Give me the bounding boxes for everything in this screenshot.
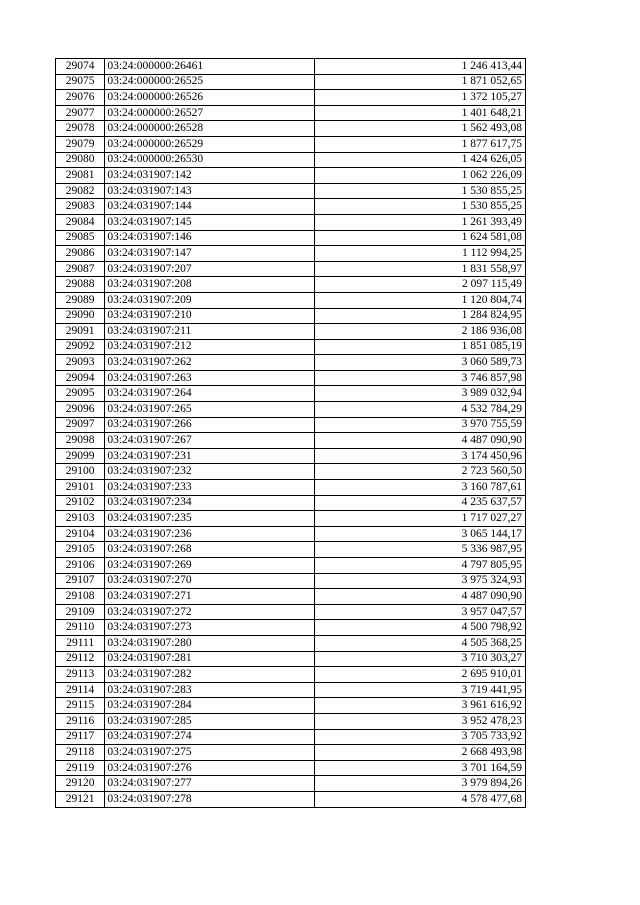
cadastral-value-cell: 1 120 804,74: [314, 292, 525, 308]
row-number-cell: 29120: [56, 776, 105, 792]
cadastral-value-cell: 4 797 805,95: [314, 558, 525, 574]
cadastral-number-cell: 03:24:031907:143: [105, 183, 314, 199]
table-row: [56, 682, 526, 698]
table-row: [56, 355, 526, 371]
cadastral-number-cell: 03:24:031907:267: [105, 433, 314, 449]
cadastral-value-cell: 1 717 027,27: [314, 511, 525, 527]
cadastral-number-cell: 03:24:031907:285: [105, 713, 314, 729]
table-row: [56, 199, 526, 215]
cadastral-number-cell: 03:24:000000:26527: [105, 105, 314, 121]
cadastral-number-cell: 03:24:031907:281: [105, 651, 314, 667]
cadastral-value-cell: 3 710 303,27: [314, 651, 525, 667]
cadastral-value-cell: 2 186 936,08: [314, 324, 525, 340]
row-number-cell: 29106: [56, 558, 105, 574]
row-number-cell: 29094: [56, 370, 105, 386]
cadastral-number-cell: 03:24:031907:276: [105, 760, 314, 776]
cadastral-value-cell: 3 952 478,23: [314, 713, 525, 729]
cadastral-value-cell: 4 500 798,92: [314, 620, 525, 636]
cadastral-value-cell: 3 719 441,95: [314, 682, 525, 698]
cadastral-number-cell: 03:24:000000:26526: [105, 90, 314, 106]
table-row: [56, 370, 526, 386]
row-number-cell: 29099: [56, 448, 105, 464]
cadastral-value-cell: 3 979 894,26: [314, 776, 525, 792]
table-row: [56, 105, 526, 121]
cadastral-value-cell: 1 871 052,65: [314, 74, 525, 90]
row-number-cell: 29089: [56, 292, 105, 308]
row-number-cell: 29076: [56, 90, 105, 106]
cadastral-number-cell: 03:24:031907:264: [105, 386, 314, 402]
row-number-cell: 29114: [56, 682, 105, 698]
row-number-cell: 29082: [56, 183, 105, 199]
cadastral-value-cell: 1 284 824,95: [314, 308, 525, 324]
row-number-cell: 29103: [56, 511, 105, 527]
cadastral-value-cell: 5 336 987,95: [314, 542, 525, 558]
cadastral-number-cell: 03:24:031907:147: [105, 246, 314, 262]
cadastral-number-cell: 03:24:000000:26529: [105, 136, 314, 152]
row-number-cell: 29090: [56, 308, 105, 324]
cadastral-value-cell: 1 851 085,19: [314, 339, 525, 355]
table-row: [56, 386, 526, 402]
cadastral-number-cell: 03:24:031907:280: [105, 635, 314, 651]
row-number-cell: 29079: [56, 136, 105, 152]
table-row: [56, 573, 526, 589]
cadastral-value-cell: 1 530 855,25: [314, 199, 525, 215]
cadastral-number-cell: 03:24:031907:207: [105, 261, 314, 277]
table-row: [56, 464, 526, 480]
cadastral-number-cell: 03:24:031907:273: [105, 620, 314, 636]
cadastral-number-cell: 03:24:031907:282: [105, 667, 314, 683]
table-row: [56, 745, 526, 761]
table-row: [56, 558, 526, 574]
cadastral-value-cell: 1 112 994,25: [314, 246, 525, 262]
cadastral-number-cell: 03:24:031907:146: [105, 230, 314, 246]
cadastral-number-cell: 03:24:000000:26530: [105, 152, 314, 168]
table-row: [56, 246, 526, 262]
cadastral-number-cell: 03:24:031907:265: [105, 402, 314, 418]
row-number-cell: 29105: [56, 542, 105, 558]
table-row: [56, 635, 526, 651]
table-row: [56, 152, 526, 168]
row-number-cell: 29113: [56, 667, 105, 683]
table-row: [56, 230, 526, 246]
table-row: [56, 168, 526, 184]
cadastral-number-cell: 03:24:031907:208: [105, 277, 314, 293]
cadastral-number-cell: 03:24:031907:270: [105, 573, 314, 589]
cadastral-value-cell: 4 505 368,25: [314, 635, 525, 651]
cadastral-value-cell: 1 530 855,25: [314, 183, 525, 199]
row-number-cell: 29093: [56, 355, 105, 371]
cadastral-value-cell: 3 975 324,93: [314, 573, 525, 589]
row-number-cell: 29088: [56, 277, 105, 293]
cadastral-value-cell: 3 957 047,57: [314, 604, 525, 620]
table-row: [56, 713, 526, 729]
cadastral-number-cell: 03:24:031907:266: [105, 417, 314, 433]
row-number-cell: 29101: [56, 480, 105, 496]
cadastral-number-cell: 03:24:031907:235: [105, 511, 314, 527]
row-number-cell: 29092: [56, 339, 105, 355]
cadastral-value-cell: 1 261 393,49: [314, 214, 525, 230]
cadastral-number-cell: 03:24:031907:268: [105, 542, 314, 558]
table-row: [56, 417, 526, 433]
cadastral-value-cell: 4 487 090,90: [314, 589, 525, 605]
cadastral-number-cell: 03:24:031907:274: [105, 729, 314, 745]
table-row: [56, 121, 526, 137]
row-number-cell: 29075: [56, 74, 105, 90]
cadastral-value-cell: 4 487 090,90: [314, 433, 525, 449]
table-row: [56, 214, 526, 230]
cadastral-value-cell: 2 723 560,50: [314, 464, 525, 480]
table-row: [56, 480, 526, 496]
cadastral-number-cell: 03:24:031907:234: [105, 495, 314, 511]
cadastral-value-cell: 3 746 857,98: [314, 370, 525, 386]
cadastral-value-cell: 1 562 493,08: [314, 121, 525, 137]
row-number-cell: 29100: [56, 464, 105, 480]
row-number-cell: 29108: [56, 589, 105, 605]
table-row: [56, 589, 526, 605]
table-row: [56, 261, 526, 277]
table-row: [56, 667, 526, 683]
cadastral-value-cell: 3 174 450,96: [314, 448, 525, 464]
row-number-cell: 29078: [56, 121, 105, 137]
cadastral-number-cell: 03:24:031907:277: [105, 776, 314, 792]
row-number-cell: 29116: [56, 713, 105, 729]
cadastral-value-cell: 2 668 493,98: [314, 745, 525, 761]
cadastral-value-cell: 3 961 616,92: [314, 698, 525, 714]
cadastral-number-cell: 03:24:031907:212: [105, 339, 314, 355]
row-number-cell: 29091: [56, 324, 105, 340]
table-row: [56, 776, 526, 792]
cadastral-value-cell: 1 424 626,05: [314, 152, 525, 168]
cadastral-value-cell: 3 970 755,59: [314, 417, 525, 433]
row-number-cell: 29111: [56, 635, 105, 651]
row-number-cell: 29121: [56, 791, 105, 807]
table-row: [56, 542, 526, 558]
cadastral-number-cell: 03:24:031907:263: [105, 370, 314, 386]
cadastral-number-cell: 03:24:000000:26461: [105, 59, 314, 75]
table-row: [56, 760, 526, 776]
row-number-cell: 29119: [56, 760, 105, 776]
cadastral-number-cell: 03:24:031907:232: [105, 464, 314, 480]
cadastral-number-cell: 03:24:031907:271: [105, 589, 314, 605]
cadastral-number-cell: 03:24:031907:145: [105, 214, 314, 230]
row-number-cell: 29098: [56, 433, 105, 449]
cadastral-value-cell: 1 624 581,08: [314, 230, 525, 246]
row-number-cell: 29097: [56, 417, 105, 433]
cadastral-number-cell: 03:24:031907:284: [105, 698, 314, 714]
cadastral-value-cell: 1 246 413,44: [314, 59, 525, 75]
cadastral-value-cell: 3 705 733,92: [314, 729, 525, 745]
row-number-cell: 29104: [56, 526, 105, 542]
table-row: [56, 526, 526, 542]
cadastral-value-cell: 4 532 784,29: [314, 402, 525, 418]
table-row: [56, 277, 526, 293]
row-number-cell: 29096: [56, 402, 105, 418]
cadastral-value-cell: 4 235 637,57: [314, 495, 525, 511]
table-body: [56, 59, 526, 808]
cadastral-number-cell: 03:24:031907:278: [105, 791, 314, 807]
cadastral-number-cell: 03:24:031907:211: [105, 324, 314, 340]
cadastral-number-cell: 03:24:031907:210: [105, 308, 314, 324]
row-number-cell: 29074: [56, 59, 105, 75]
table-row: [56, 90, 526, 106]
cadastral-number-cell: 03:24:031907:142: [105, 168, 314, 184]
table-row: [56, 448, 526, 464]
row-number-cell: 29102: [56, 495, 105, 511]
row-number-cell: 29083: [56, 199, 105, 215]
row-number-cell: 29115: [56, 698, 105, 714]
table-row: [56, 292, 526, 308]
cadastral-value-cell: 3 701 164,59: [314, 760, 525, 776]
cadastral-value-cell: 1 877 617,75: [314, 136, 525, 152]
cadastral-number-cell: 03:24:000000:26528: [105, 121, 314, 137]
cadastral-number-cell: 03:24:031907:231: [105, 448, 314, 464]
table-row: [56, 729, 526, 745]
table-row: [56, 308, 526, 324]
row-number-cell: 29107: [56, 573, 105, 589]
cadastral-value-cell: 2 695 910,01: [314, 667, 525, 683]
cadastral-value-table: [55, 58, 526, 808]
cadastral-value-cell: 1 062 226,09: [314, 168, 525, 184]
table-row: [56, 651, 526, 667]
table-row: [56, 698, 526, 714]
cadastral-number-cell: 03:24:031907:275: [105, 745, 314, 761]
cadastral-value-cell: 3 065 144,17: [314, 526, 525, 542]
cadastral-value-cell: 4 578 477,68: [314, 791, 525, 807]
cadastral-number-cell: 03:24:031907:144: [105, 199, 314, 215]
table-row: [56, 136, 526, 152]
cadastral-number-cell: 03:24:031907:236: [105, 526, 314, 542]
cadastral-value-cell: 2 097 115,49: [314, 277, 525, 293]
cadastral-number-cell: 03:24:000000:26525: [105, 74, 314, 90]
row-number-cell: 29077: [56, 105, 105, 121]
row-number-cell: 29086: [56, 246, 105, 262]
cadastral-value-cell: 1 372 105,27: [314, 90, 525, 106]
cadastral-value-cell: 3 160 787,61: [314, 480, 525, 496]
cadastral-value-cell: 3 060 589,73: [314, 355, 525, 371]
table-row: [56, 495, 526, 511]
row-number-cell: 29084: [56, 214, 105, 230]
table-row: [56, 791, 526, 807]
row-number-cell: 29095: [56, 386, 105, 402]
row-number-cell: 29109: [56, 604, 105, 620]
table-row: [56, 511, 526, 527]
cadastral-number-cell: 03:24:031907:209: [105, 292, 314, 308]
row-number-cell: 29087: [56, 261, 105, 277]
row-number-cell: 29110: [56, 620, 105, 636]
cadastral-value-cell: 1 401 648,21: [314, 105, 525, 121]
table-row: [56, 183, 526, 199]
table-row: [56, 339, 526, 355]
table-row: [56, 74, 526, 90]
cadastral-number-cell: 03:24:031907:272: [105, 604, 314, 620]
row-number-cell: 29080: [56, 152, 105, 168]
cadastral-value-cell: 3 989 032,94: [314, 386, 525, 402]
cadastral-number-cell: 03:24:031907:283: [105, 682, 314, 698]
cadastral-number-cell: 03:24:031907:233: [105, 480, 314, 496]
cadastral-number-cell: 03:24:031907:262: [105, 355, 314, 371]
cadastral-value-cell: 1 831 558,97: [314, 261, 525, 277]
table-row: [56, 402, 526, 418]
table-row: [56, 433, 526, 449]
table-row: [56, 324, 526, 340]
row-number-cell: 29118: [56, 745, 105, 761]
row-number-cell: 29085: [56, 230, 105, 246]
row-number-cell: 29117: [56, 729, 105, 745]
cadastral-number-cell: 03:24:031907:269: [105, 558, 314, 574]
row-number-cell: 29081: [56, 168, 105, 184]
table-row: [56, 59, 526, 75]
table-row: [56, 604, 526, 620]
table-row: [56, 620, 526, 636]
row-number-cell: 29112: [56, 651, 105, 667]
